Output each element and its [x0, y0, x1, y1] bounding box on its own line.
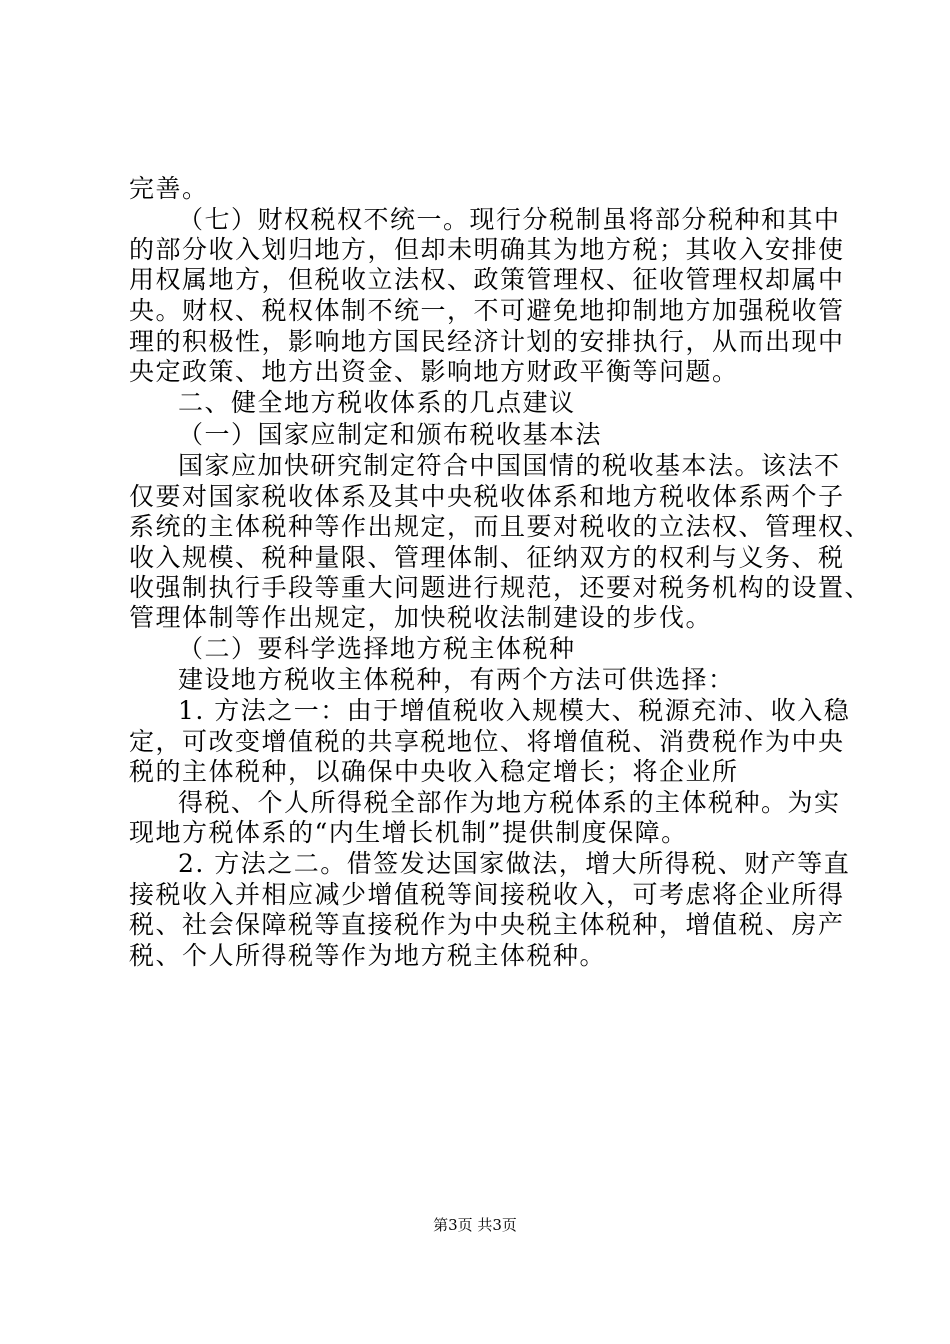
text-line: 收入规模、税种量限、管理体制、征纳双方的权利与义务、税 — [129, 543, 845, 572]
text-line: 理的积极性，影响地方国民经济计划的安排执行，从而出现中 — [129, 327, 845, 356]
subsection-heading: （二）要科学选择地方税主体税种 — [178, 634, 576, 663]
text-line: 建设地方税收主体税种，有两个方法可供选择： — [178, 665, 735, 694]
text-line: 1. 方法之一：由于增值税收入规模大、税源充沛、收入稳 — [178, 696, 851, 725]
text-line: 得税、个人所得税全部作为地方税体系的主体税种。为实 — [178, 788, 841, 817]
subsection-heading: （一）国家应制定和颁布税收基本法 — [178, 420, 603, 449]
text-line: 接税收入并相应减少增值税等间接税收入，可考虑将企业所得 — [129, 880, 845, 909]
text-line: 用权属地方，但税收立法权、政策管理权、征收管理权却属中 — [129, 265, 845, 294]
text-line: 税的主体税种，以确保中央收入稳定增长；将企业所 — [129, 757, 739, 786]
text-line: 国家应加快研究制定符合中国国情的税收基本法。该法不 — [178, 451, 841, 480]
page-footer: 第3页 共3页 — [433, 1216, 517, 1234]
text-line: 的部分收入划归地方，但却未明确其为地方税；其收入安排使 — [129, 235, 845, 264]
text-line: 完善。 — [129, 174, 209, 203]
text-line: 税、个人所得税等作为地方税主体税种。 — [129, 941, 607, 970]
text-line: 税、社会保障税等直接税作为中央税主体税种，增值税、房产 — [129, 910, 845, 939]
text-line: 定，可改变增值税的共享税地位、将增值税、消费税作为中央 — [129, 727, 845, 756]
text-line: 央定政策、地方出资金、影响地方财政平衡等问题。 — [129, 357, 739, 386]
text-line: 央。财权、税权体制不统一，不可避免地抑制地方加强税收管 — [129, 296, 845, 325]
text-line: （七）财权税权不统一。现行分税制虽将部分税种和其中 — [178, 205, 841, 234]
section-heading: 二、健全地方税收体系的几点建议 — [178, 388, 576, 417]
text-line: 现地方税体系的“内生增长机制”提供制度保障。 — [129, 818, 688, 847]
text-line: 系统的主体税种等作出规定，而且要对税收的立法权、管理权、 — [129, 512, 872, 541]
text-line: 收强制执行手段等重大问题进行规范，还要对税务机构的设置、 — [129, 573, 872, 602]
text-line: 仅要对国家税收体系及其中央税收体系和地方税收体系两个子 — [129, 482, 845, 511]
text-line: 管理体制等作出规定，加快税收法制建设的步伐。 — [129, 603, 713, 632]
text-line: 2. 方法之二。借签发达国家做法，增大所得税、财产等直 — [178, 849, 851, 878]
